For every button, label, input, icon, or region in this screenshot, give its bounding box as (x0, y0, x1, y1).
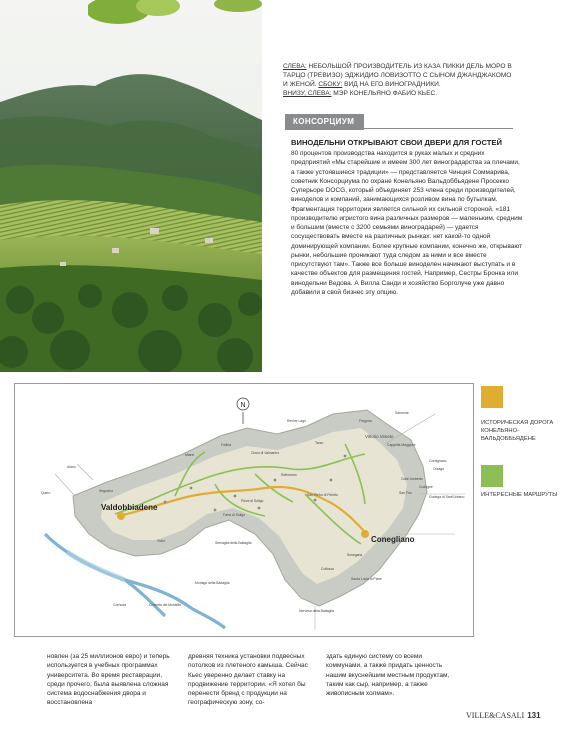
map-label: Vittorio Veneto (365, 434, 394, 439)
map-label: Miane (185, 453, 195, 457)
north-arrow-icon (237, 398, 249, 424)
caption-left-label: СЛЕВА: (283, 63, 307, 70)
map-label: Godega di Sant'Urbano (429, 495, 465, 499)
legend-label-historic-road: ИСТОРИЧЕСКАЯ ДОРОГА КОНЕЛЬЯНО-ВАЛЬДОББЬЯДЕНЕ (481, 420, 554, 443)
sidebar-body: 80 процентов производства находится в руках малых и средних предприятий «Мы старейшие и имеем 300 лет виноградарства за плечами, а также устоявшиеся традиции» — представляется Чинция Соммарива, советник Консорциума по охране Конельяно Вальдоббьядене Просекко Суперьоре DOCG, который объединяет 253 члена среди производителей, виноделов и компаний, занимающихся розливом вина по бутылкам. Фрагментация территории является сильной их сильной стороной. «181 производителю игристого вина различных размеров — маленьким, средним и большим (вместе с 3200 семьями виноградарей) — удается сосуществовать вместе на различных рынках: нет какой-то одной доминирующей компании. Более крупные компании, конечно же, открывают рынки, небольшие проникают туда следом за ними и все вместе присутствуют там». Также все больше виноделен начинают выступать и в качестве объектов для размещения гостей. Например, Сестры Бронка или винодельни Ведова. А Вилла Санди и хозяйство Борголуче уже давно добавили в свой бизнес эту опцию. (291, 150, 523, 296)
page-number: 131 (527, 711, 541, 720)
page-footer (466, 711, 541, 720)
map-label: Farra di Soligo (223, 513, 246, 517)
map-label: Colle Umberto (401, 477, 423, 481)
caption-left-text: НЕБОЛЬШОЙ ПРОИЗВОДИТЕЛЬ ИЗ КАЗА ПИККИ ДЕЛЬ МОРО В ТАРЦО (ТРЕВИЗО) ЭДЖИДИО ЛОВИЗОТТО С СЫНОМ ДЖАНДЖАКОМО И ЖЕНОЙ. (283, 63, 512, 88)
foliage-branch-decoration (88, 0, 262, 40)
vineyard-landscape-photo (0, 0, 262, 372)
map-label: Santa Lucia di Piave (351, 577, 382, 581)
map-label: Alano (67, 465, 76, 469)
town-marker-valdobbiadene (117, 512, 125, 520)
legend-swatch-routes (481, 465, 503, 487)
map-label: Crocetta del Montello (149, 603, 182, 607)
map-label: Sernaglia della Battaglia (215, 541, 252, 545)
map-label: Vidor (157, 539, 165, 543)
town-label-valdobbiadene: Valdobbiadene (101, 503, 158, 512)
map-label: Pieve di Soligo (241, 499, 264, 503)
map-label: Sarmede (395, 411, 409, 415)
article-column-1: новлен (за 25 миллионов евро) и теперь используется в учебных программах университета. Во время реставрации, среди прочего, была выявлена сложная система водоснабжения двора и восстановлена (47, 653, 170, 707)
map-label: Segusino (99, 489, 114, 493)
section-tag: КОНСОРЦИУМ (285, 114, 364, 130)
map-label: Moriago della Battaglia (195, 581, 230, 585)
caption-side-label: СБОКУ: (318, 81, 343, 88)
map-label: Colfosco (321, 567, 335, 571)
map-label: Cornuda (113, 603, 127, 607)
article-column-2: древняя техника установки подвесных потолков из плетеного камыша. Сейчас Кьес уверенно делает ставку на продвижение территории. «Я хотел бы перенести бренд с продукции на географическую зону, со- (188, 653, 308, 707)
photo-caption (283, 62, 513, 98)
north-label: N (240, 402, 246, 409)
map-label: Tarzo (315, 441, 324, 445)
wine-route-map (14, 383, 474, 637)
map-label: Cison di Valmarino (251, 451, 280, 455)
map-label: Cordignano (429, 459, 447, 463)
caption-bottom-label: ВНИЗУ, СЛЕВА: (283, 90, 332, 97)
map-label: Refrontolo (281, 473, 297, 477)
caption-bottom-text: МЭР КОНЕЛЬЯНО ФАБИО КЬЕС. (331, 90, 438, 97)
article-column-3: здать единую систему со всеми коммунами, а также придать ценность нашим вкуснейшим местным продуктам, таким как сыр, например, а также живописным холмам». (326, 653, 450, 698)
map-label: Nervesa della Battaglia (299, 609, 334, 613)
map-label: Codogné (419, 485, 433, 489)
town-marker-conegliano (361, 530, 369, 538)
section-divider (285, 128, 513, 129)
map-label: San Pietro di Feletto (307, 493, 338, 497)
map-label: Cappella Maggiore (387, 443, 416, 447)
magazine-name: VILLE&CASALI (466, 711, 525, 720)
legend-swatch-historic-road (481, 386, 503, 408)
map-label: Revine Lago (287, 419, 307, 423)
sidebar-title: ВИНОДЕЛЬНИ ОТКРЫВАЮТ СВОИ ДВЕРИ ДЛЯ ГОСТЕЙ (291, 138, 502, 147)
map-label: Fregona (359, 419, 372, 423)
map-label: Quero (41, 491, 51, 495)
map-label: San Fior (399, 491, 412, 495)
town-label-conegliano: Conegliano (371, 535, 415, 544)
map-label: Susegana (347, 553, 363, 557)
map-label: Orsago (433, 467, 445, 471)
legend-label-routes: ИНТЕРЕСНЫЕ МАРШРУТЫ (481, 492, 558, 498)
caption-side-text: ВИД НА ЕГО ВИНОГРАДНИКИ. (342, 81, 441, 88)
map-label: Follina (221, 443, 231, 447)
